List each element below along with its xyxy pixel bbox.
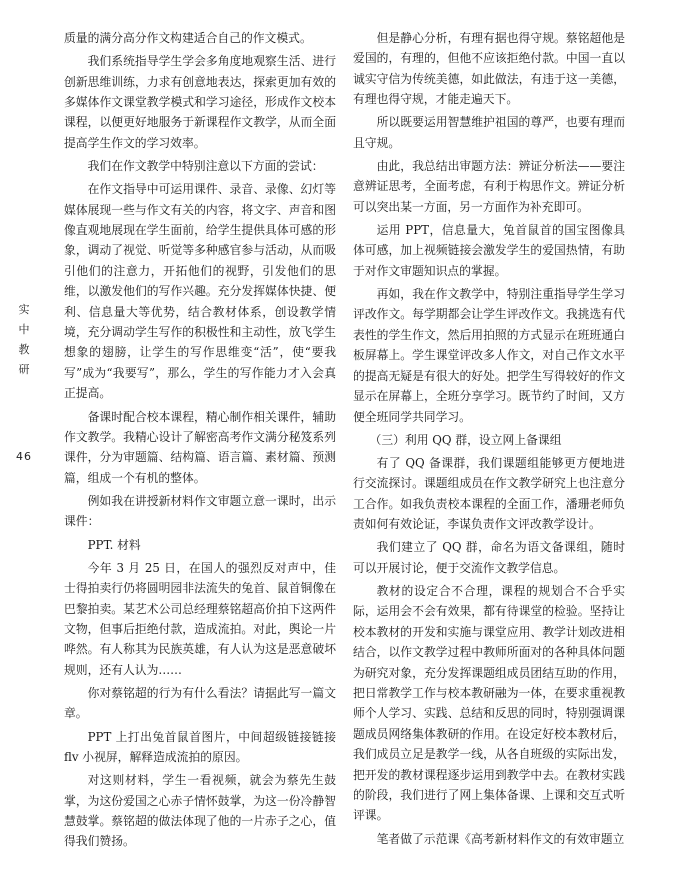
journal-name-char: 教 — [18, 343, 30, 356]
journal-name-char: 研 — [18, 363, 30, 376]
paragraph: 但是静心分析，有理有据也得守规。蔡铭超他是爱国的，有理的，但他不应该拒绝付款。中国一直以诚实守信为传统美德，如此做法，有违于这一美德，有理也得守规，才能走遍天下。 — [353, 31, 625, 107]
paragraph: 所以既要运用智慧维护祖国的尊严，也要有理而且守规。 — [353, 115, 625, 150]
paragraph: 例如我在讲授新材料作文审题立意一课时，出示课件： — [64, 493, 336, 529]
right-column — [353, 28, 625, 852]
paragraph: PPT. 材料 — [87, 537, 141, 552]
paragraph: 在作文指导中可运用课件、录音、录像、幻灯等媒体展现一些与作文有关的内容，将文字、声音和图像直观地展现在学生面前，给学生提供具体可感的形象，调动了视觉、听觉等多种感官参与活动，从而吸引他们的注意力，开拓他们的视野，引发他们的思维，以激发他们的写作兴趣。充分发挥媒体快捷、便利、信息量大等优势，结合教材体系，创设教学情境，充分调动学生写作的积极性和主动性，放飞学生想象的翅膀，让学生的写作思维变“活”，使“要我写”成为“我要写”，那么，学生的写作能力才入会真正提高。 — [64, 182, 336, 401]
journal-name-char: 实 — [18, 303, 30, 316]
left-column — [64, 28, 336, 855]
paragraph: 今年 3 月 25 日，在国人的强烈反对声中，佳士得拍卖行仍将圆明园非法流失的兔首、鼠首铜像在巴黎拍卖。某艺术公司总经理蔡铭超高价拍下这两件文物，但事后拒绝付款，造成流拍。对此，舆论一片哗然。有人称其为民族英雄，有人认为这是恶意破坏规则，还有人认为…… — [64, 560, 336, 677]
paragraph: 运用 PPT，信息量大，兔首鼠首的国宝图像具体可感，加上视频链接会激发学生的爱国热情，有助于对作文审题知识点的掌握。 — [353, 223, 625, 278]
journal-name-char: 中 — [18, 323, 30, 336]
paragraph: 我们系统指导学生学会多角度地观察生活、进行创新思维训练，力求有创意地表达，探索更加有效的多媒体作文课堂教学模式和学习途径，形成作文校本课程，以便更好地服务于新课程作文教学，从而全面提高学生作文的学习效率。 — [64, 54, 336, 150]
paragraph: 质量的满分高分作文构建适合自己的作文模式。 — [64, 31, 312, 45]
paragraph: 再如，我在作文教学中，特别注重指导学生学习评改作文。每学期都会让学生评改作文。我挑选有代表性的学生作文，然后用拍照的方式显示在班班通白板屏幕上。学生课堂评改多人作文，对自己作文水平的提高无疑是有很大的好处。把学生写得较好的作文显示在屏幕上，全班分享学习。既节约了时间，又方便全班同学共同学习。 — [353, 287, 625, 424]
section-heading: （三）利用 QQ 群，设立网上备课组 — [369, 432, 562, 447]
paragraph: 对这则材料，学生一看视频，就会为蔡先生鼓掌，为这份爱国之心赤子情怀鼓掌，为这一份冷静智慧鼓掌。蔡铭超的做法体现了他的一片赤子之心，值得我们赞扬。 — [64, 773, 336, 849]
paragraph: 你对蔡铭超的行为有什么看法？请据此写一篇文章。 — [64, 685, 336, 721]
paragraph: 有了 QQ 备课群，我们课题组能够更方便地进行交流探讨。课题组成员在作文教学研究上也注意分工合作。如我负责校本课程的全面工作，潘珊老师负责如何有效论证，李谋负责作文评改教学设计。 — [353, 455, 625, 532]
paragraph: 教材的设定合不合理，课程的规划合不合乎实际，运用会不会有效果，都有待课堂的检验。坚持让校本教材的开发和实施与课堂应用、教学计划改进相结合，以作文教学过程中教师所面对的各种具体问题为研究对象，充分发挥课题组成员团结互助的作用，把日常教学工作与校本教研融为一体，在要求重视教师个人学习、实践、总结和反思的同时，特别强调课题成员网络集体教研的作用。在设定好校本教材后，我们成员立足是教学一线，从各自班级的实际出发，把开发的教材课程逐步运用到教学中去。在教材实践的阶段，我们进行了网上集体备课、上课和交互式听评课。 — [353, 583, 625, 823]
journal-sidebar — [12, 300, 36, 463]
paragraph: 笔者做了示范课《高考新材料作文的有效审题立 — [376, 831, 625, 846]
paragraph: PPT 上打出兔首鼠首图片，中间超级链接链接 flv 小视屏，解释造成流拍的原因。 — [64, 729, 336, 764]
paragraph: 我们在作文教学中特别注意以下方面的尝试： — [87, 159, 324, 174]
paragraph: 由此，我总结出审题方法：辨证分析法——要注意辨证思考，全面考虑，有利于构思作文。辨证分析可以突出某一方面，另一方面作为补充即可。 — [353, 159, 625, 214]
paragraph: 我们建立了 QQ 群，命名为语文备课组，随时可以开展讨论，便于交流作文教学信息。 — [353, 540, 625, 575]
paragraph: 备课时配合校本课程，精心制作相关课件，辅助作文教学。我精心设计了解密高考作文满分秘笈系列课件，分为审题篇、结构篇、语言篇、素材篇、预测篇，组成一个有机的整体。 — [64, 409, 336, 485]
page-number: 46 — [16, 450, 32, 463]
